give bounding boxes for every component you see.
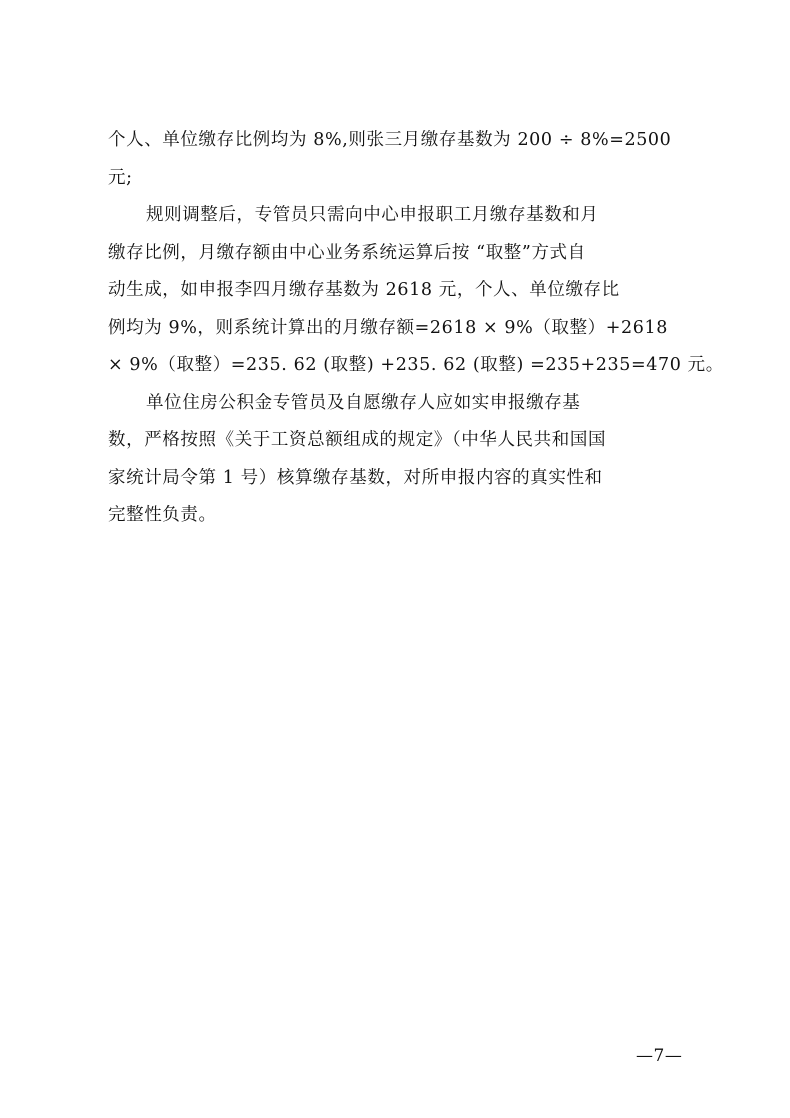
text-line: 例均为 9%，则系统计算出的月缴存额=2618 × 9%（取整）+2618 [108, 317, 668, 338]
text-line: 缴存比例，月缴存额由中心业务系统运算后按 “取整”方式自 [108, 242, 586, 263]
text-line: 家统计局令第 1 号）核算缴存基数，对所申报内容的真实性和 [108, 467, 603, 488]
text-line: 数，严格按照《关于工资总额组成的规定》（中华人民共和国国 [108, 430, 607, 450]
text-line: × 9%（取整）=235. 62 (取整) +235. 62 (取整) =235+235=470 元。 [108, 355, 724, 375]
page-number: —7— [636, 1046, 683, 1066]
text-line: 动生成，如申报李四月缴存基数为 2618 元，个人、单位缴存比 [108, 280, 620, 300]
paragraph-first-line: 单位住房公积金专管员及自愿缴存人应如实申报缴存基 [146, 392, 581, 413]
document-body [108, 122, 724, 535]
text-line: 元; [108, 167, 133, 188]
text-line: 完整性负责。 [108, 505, 217, 525]
paragraph-first-line: 规则调整后，专管员只需向中心申报职工月缴存基数和月 [146, 205, 599, 225]
text-line: 个人、单位缴存比例均为 8%,则张三月缴存基数为 200 ÷ 8%=2500 [108, 130, 672, 150]
